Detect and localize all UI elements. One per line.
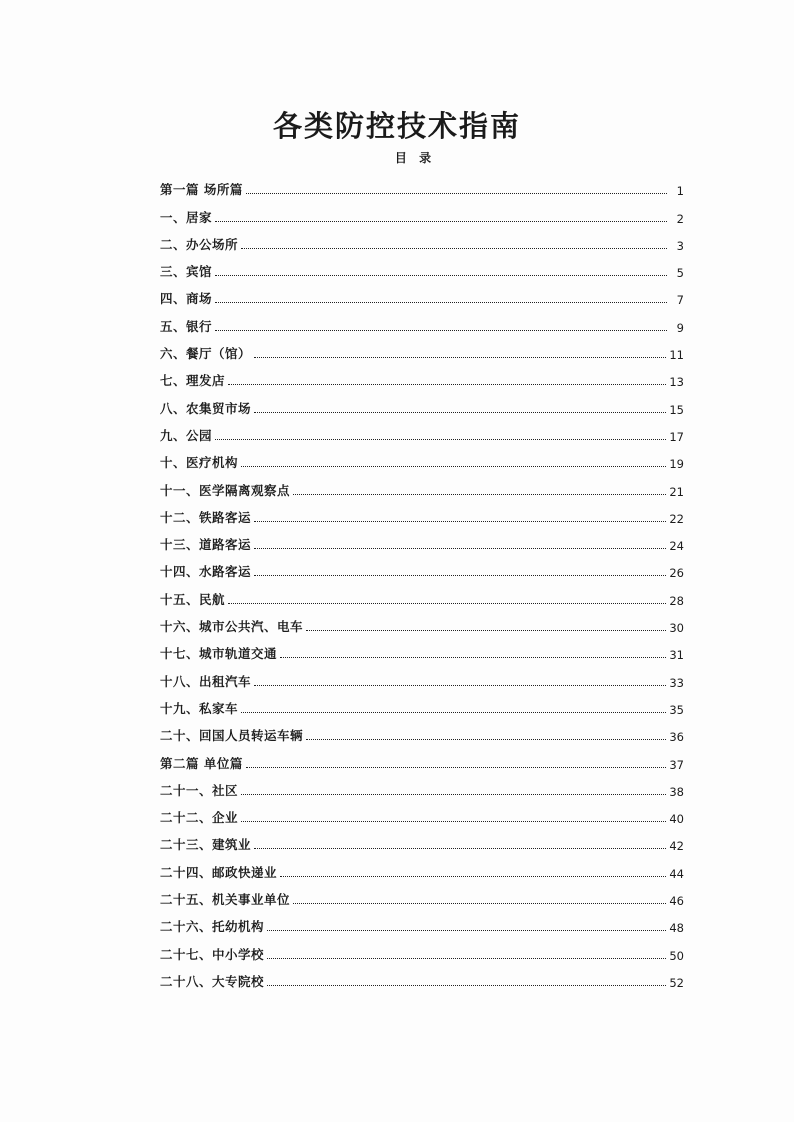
toc-dot-leader	[241, 712, 666, 713]
toc-entry-label: 三、宾馆	[160, 264, 213, 280]
toc-entry-label: 九、公园	[160, 427, 213, 443]
toc-dot-leader	[280, 657, 666, 658]
toc-entry-label: 十三、道路客运	[160, 537, 252, 553]
toc-entry-label: 十九、私家车	[160, 700, 239, 716]
toc-dot-leader	[246, 193, 667, 194]
toc-entry	[160, 444, 684, 471]
document-title: 各类防控技术指南	[272, 109, 521, 143]
toc-entry-label: 八、农集贸市场	[160, 400, 252, 416]
toc-entry-page-number: 26	[669, 566, 684, 581]
toc-entry	[160, 744, 684, 771]
toc-entry	[160, 935, 684, 962]
toc-dot-leader	[267, 958, 666, 959]
toc-entry-label: 二十七、中小学校	[160, 946, 265, 962]
toc-entry	[160, 171, 684, 198]
toc-dot-leader	[215, 275, 667, 276]
toc-entry	[160, 553, 684, 580]
toc-dot-leader	[254, 357, 666, 358]
toc-entry	[160, 307, 684, 334]
toc-entry	[160, 580, 684, 607]
toc-entry	[160, 226, 684, 253]
toc-entry	[160, 253, 684, 280]
toc-dot-leader	[306, 739, 666, 740]
toc-entry-page-number: 5	[676, 266, 684, 281]
toc-entry-label: 二十四、邮政快递业	[160, 864, 278, 880]
toc-entry-label: 四、商场	[160, 291, 213, 307]
toc-entry	[160, 198, 684, 225]
toc-entry-label: 十、医疗机构	[160, 455, 239, 471]
toc-entry-label: 二十八、大专院校	[160, 973, 265, 989]
toc-entry	[160, 799, 684, 826]
toc-entry-label: 十六、城市公共汽、电车	[160, 619, 304, 635]
toc-entry-page-number: 1	[676, 184, 684, 199]
table-of-contents	[160, 171, 684, 990]
toc-dot-leader	[280, 876, 666, 877]
toc-entry-page-number: 48	[669, 921, 684, 936]
toc-entry-page-number: 42	[669, 839, 684, 854]
toc-entry-page-number: 28	[669, 593, 684, 608]
toc-entry-label: 十八、出租汽车	[160, 673, 252, 689]
toc-entry-page-number: 15	[669, 402, 684, 417]
toc-entry-label: 六、餐厅（馆）	[160, 346, 252, 362]
toc-entry	[160, 526, 684, 553]
toc-dot-leader	[241, 821, 666, 822]
toc-entry-page-number: 21	[669, 484, 684, 499]
toc-entry-label: 十五、民航	[160, 591, 226, 607]
toc-dot-leader	[293, 494, 666, 495]
toc-entry-label: 第一篇 场所篇	[160, 182, 243, 198]
toc-entry	[160, 608, 684, 635]
toc-dot-leader	[254, 412, 666, 413]
toc-entry	[160, 826, 684, 853]
toc-entry	[160, 389, 684, 416]
toc-entry-page-number: 24	[669, 539, 684, 554]
toc-entry-page-number: 44	[669, 866, 684, 881]
toc-entry-label: 十二、铁路客运	[160, 509, 252, 525]
toc-entry-label: 一、居家	[160, 209, 213, 225]
toc-dot-leader	[254, 575, 666, 576]
toc-entry-label: 二、办公场所	[160, 236, 239, 252]
toc-dot-leader	[215, 330, 667, 331]
toc-entry-page-number: 7	[676, 293, 684, 308]
toc-entry-label: 二十六、托幼机构	[160, 919, 265, 935]
toc-dot-leader	[241, 794, 666, 795]
toc-entry	[160, 717, 684, 744]
toc-entry-page-number: 22	[669, 511, 684, 526]
toc-dot-leader	[306, 630, 666, 631]
toc-entry-label: 二十三、建筑业	[160, 837, 252, 853]
toc-entry	[160, 662, 684, 689]
toc-dot-leader	[293, 903, 666, 904]
toc-entry-label: 十四、水路客运	[160, 564, 252, 580]
toc-entry-page-number: 37	[669, 757, 684, 772]
toc-entry-page-number: 50	[669, 948, 684, 963]
toc-entry-label: 十一、医学隔离观察点	[160, 482, 291, 498]
toc-dot-leader	[241, 466, 666, 467]
toc-dot-leader	[254, 521, 666, 522]
toc-entry-page-number: 52	[669, 975, 684, 990]
toc-entry	[160, 635, 684, 662]
toc-entry	[160, 499, 684, 526]
toc-entry	[160, 881, 684, 908]
toc-entry	[160, 417, 684, 444]
toc-entry	[160, 853, 684, 880]
toc-entry-page-number: 3	[676, 238, 684, 253]
toc-entry-page-number: 11	[669, 348, 684, 363]
toc-entry-page-number: 36	[669, 730, 684, 745]
toc-entry	[160, 335, 684, 362]
toc-entry	[160, 362, 684, 389]
toc-entry-label: 第二篇 单位篇	[160, 755, 243, 771]
toc-dot-leader	[215, 439, 666, 440]
toc-entry	[160, 690, 684, 717]
toc-dot-leader	[246, 767, 667, 768]
toc-entry-page-number: 2	[676, 211, 684, 226]
toc-entry-page-number: 35	[669, 702, 684, 717]
toc-entry-label: 二十二、企业	[160, 810, 239, 826]
toc-entry-label: 十七、城市轨道交通	[160, 646, 278, 662]
toc-dot-leader	[215, 302, 667, 303]
toc-dot-leader	[267, 985, 666, 986]
toc-entry	[160, 772, 684, 799]
toc-entry-page-number: 9	[676, 320, 684, 335]
toc-entry	[160, 908, 684, 935]
toc-entry-page-number: 33	[669, 675, 684, 690]
toc-entry-page-number: 19	[669, 457, 684, 472]
toc-entry	[160, 471, 684, 498]
toc-entry-label: 二十一、社区	[160, 782, 239, 798]
toc-dot-leader	[254, 848, 666, 849]
toc-entry-label: 七、理发店	[160, 373, 226, 389]
toc-entry-label: 二十、回国人员转运车辆	[160, 728, 304, 744]
toc-entry-page-number: 17	[669, 429, 684, 444]
toc-entry-page-number: 31	[669, 648, 684, 663]
toc-entry	[160, 963, 684, 990]
toc-dot-leader	[228, 603, 666, 604]
toc-entry-label: 二十五、机关事业单位	[160, 892, 291, 908]
toc-dot-leader	[254, 548, 666, 549]
toc-entry	[160, 280, 684, 307]
toc-dot-leader	[215, 221, 667, 222]
toc-entry-page-number: 46	[669, 894, 684, 909]
toc-dot-leader	[241, 248, 667, 249]
toc-entry-label: 五、银行	[160, 318, 213, 334]
toc-entry-page-number: 13	[669, 375, 684, 390]
toc-entry-page-number: 30	[669, 621, 684, 636]
toc-heading: 目 录	[394, 151, 436, 165]
toc-entry-page-number: 38	[669, 784, 684, 799]
toc-dot-leader	[254, 685, 666, 686]
toc-dot-leader	[228, 384, 666, 385]
toc-entry-page-number: 40	[669, 812, 684, 827]
toc-dot-leader	[267, 930, 666, 931]
